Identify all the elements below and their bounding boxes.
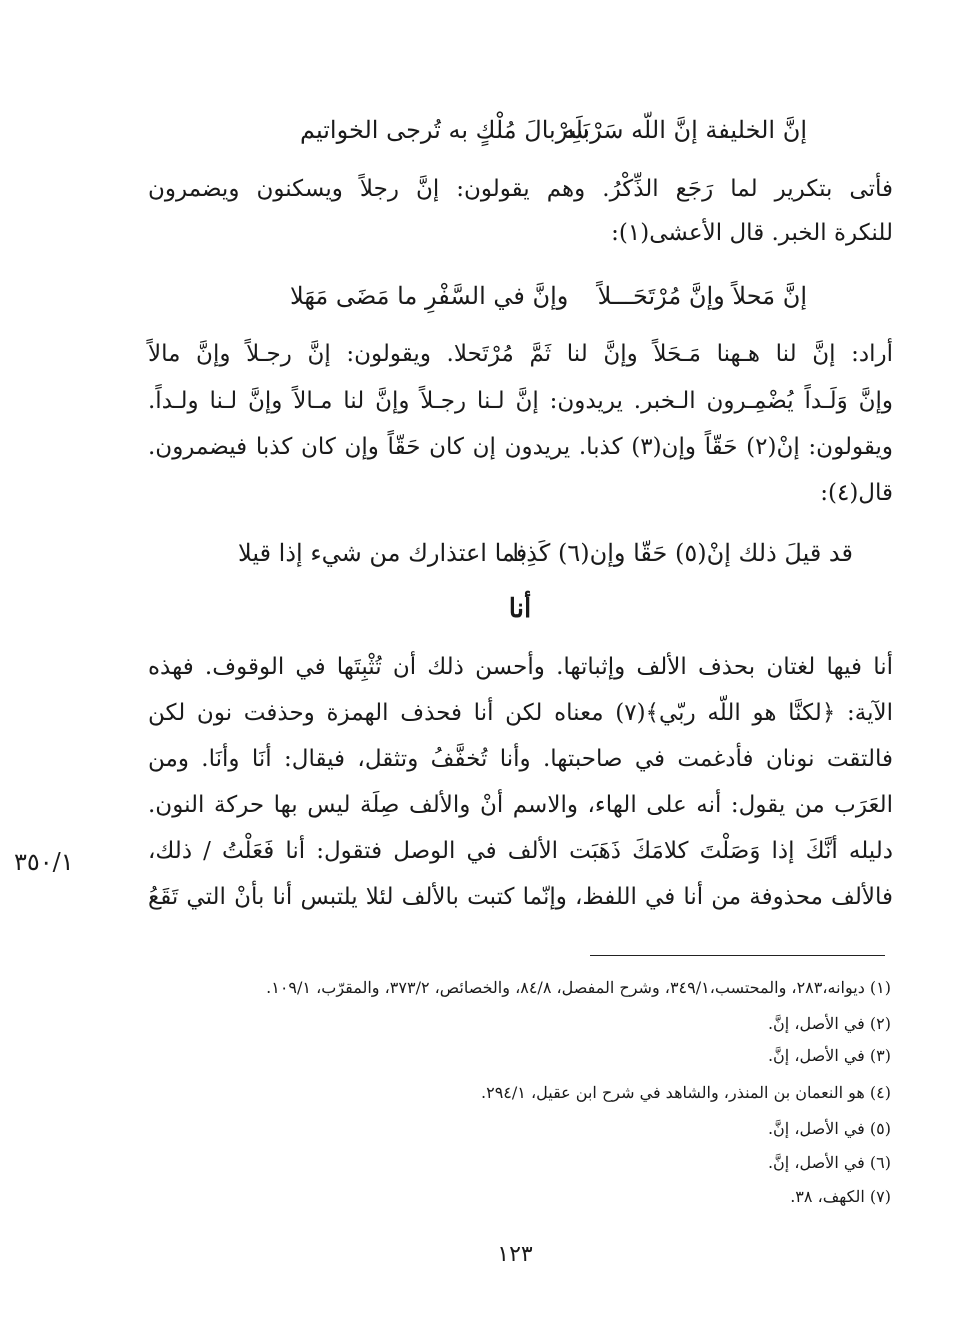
paragraph-1-line-1: فأتى بتكرير لما رَجَع الذِّكْرُ. وهم يقولون: إنَّ رجلاً ويسكنون ويضمرون	[148, 176, 893, 202]
footnote-3: (٣) في الأصل، إنَّ.	[767, 1046, 891, 1065]
footnote-1: (١) ديوانه،٢٨٣، والمحتسب،٣٤٩/١، وشرح المفصل، ٨٤/٨، والخصائص، ٣٧٣/٢، والمقرّب، ١٠٩/١.	[266, 978, 891, 997]
paragraph-2-line-4: قال(٤):	[820, 480, 893, 506]
verse-2-second-hemistich: وإنَّ في السَّفْرِ ما مَضَى مَهَلا	[290, 282, 569, 310]
verse-3-first-hemistich: قد قيلَ ذلك إنْ(٥) حَقّا وإن(٦) كَذِبا	[512, 539, 853, 567]
paragraph-3-line-1: أنا فيها لغتان بحذف الألف وإثباتها. وأحسن ذلك أن تُثْبِتَها في الوقوف. فهذه	[148, 654, 893, 680]
paragraph-1-line-2: للنكرة الخبر. قال الأعشى(١):	[611, 220, 893, 246]
paragraph-2-line-2: وإنَّ وَلَـداً يُضْمِـرون الـخبر. يريدون: إنَّ لـنا رجـلاً وإنَّ لنا مـالاً وإنَّ لـنا ولـداً.	[148, 388, 893, 414]
paragraph-3-line-5: دليله أنَّكَ إذا وَصَلْتَ كلامَكَ ذَهَبَت الألف في الوصل فتقول: أنا فَعَلْتُ / ذلك،	[148, 838, 893, 864]
footnote-4: (٤) هو النعمان بن المنذر، والشاهد في شرح ابن عقيل، ٢٩٤/١.	[481, 1083, 891, 1102]
footnote-5: (٥) في الأصل، إنَّ.	[767, 1119, 891, 1138]
paragraph-2-line-1: أراد: إنَّ لنا هـهنا مَـحَلاً وإنَّ لنا ثَمَّ مُرْتَحلا. ويقولون: إنَّ رجـلاً وإنَّ مالاً	[148, 341, 893, 367]
paragraph-3-line-3: فالتقت نونان فأدغمت في صاحبتها. وأنا تُخفَّفُ وتثقل، فيقال: أنَا وأنَا. ومن	[148, 746, 893, 772]
paragraph-3-line-2: الآية: ﴿لكنَّا هو اللّه ربّي﴾(٧) معناه لكن أنا فحذف الهمزة وحذفت نون لكن	[148, 700, 893, 726]
verse-1-first-hemistich: إنَّ الخليفة إنَّ اللّه سَرْبَلَه	[562, 116, 807, 144]
footnote-2: (٢) في الأصل، إنَّ.	[767, 1014, 891, 1033]
verse-2-first-hemistich: إنَّ مَحلاً وإنَّ مُرْتَحَـــلاً	[597, 282, 807, 310]
footnote-7: (٧) الكهف، ٣٨.	[790, 1187, 891, 1206]
footnote-6: (٦) في الأصل، إنَّ.	[767, 1153, 891, 1172]
page-number: ١٢٣	[497, 1242, 533, 1267]
paragraph-3-line-4: العَرَب من يقول: أنه على الهاء، والاسم أنْ والألف صِلَة ليس بها حركة النون.	[148, 792, 894, 818]
verse-3-second-hemistich: فما اعتذارك من شيء إذا قيلا	[238, 539, 528, 567]
paragraph-2-line-3: ويقولون: إنْ(٢) حَقّاً وإن(٣) كذبا. يريدون إن كان حَقّاً وإن كان كذبا فيضمرون.	[148, 434, 893, 460]
section-heading: أنا	[508, 594, 532, 624]
verse-1-second-hemistich: سِرْبالَ مُلْكٍ به تُرجى الخواتيم	[300, 116, 590, 144]
footnote-separator	[590, 955, 885, 956]
paragraph-3-line-6: فالألف محذوفة من أنا في اللفظ، وإنّما كتبت بالألف لئلا يلتبس أنا بأنْ التي تَقَعُ	[148, 884, 893, 910]
manuscript-folio-reference: ٣٥٠/١	[14, 848, 74, 876]
